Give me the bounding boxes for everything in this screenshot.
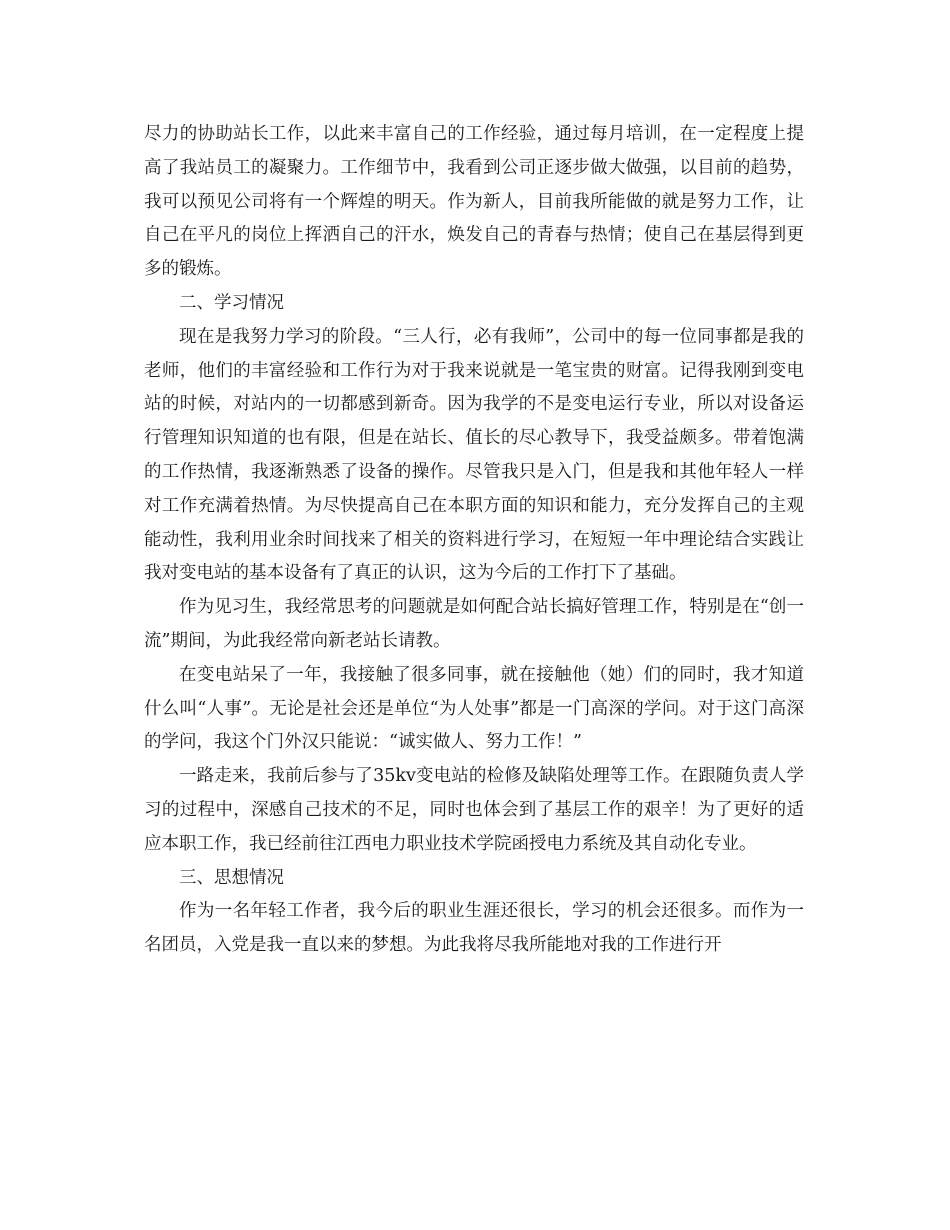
document-body xyxy=(144,118,804,963)
section-heading-study: 二、学习情况 xyxy=(179,292,284,313)
paragraph-study-stage: 现在是我努力学习的阶段。“三人行，必有我师”，公司中的每一位同事都是我的老师，他们的丰富经验和工作行为对于我来说就是一笔宝贵的财富。记得我刚到变电站的时候，对站内的一切都感到新奇。因为我学的不是变电运行专业，所以对设备运行管理知识知道的也有限，但是在站长、值长的尽心教导下，我受益颇多。带着饱满的工作热情，我逐渐熟悉了设备的操作。尽管我只是入门，但是我和其他年轻人一样对工作充满着热情。为尽快提高自己在本职方面的知识和能力，充分发挥自己的主观能动性，我利用业余时间找来了相关的资料进行学习，在短短一年中理论结合实践让我对变电站的基本设备有了真正的认识，这为今后的工作打下了基础。 xyxy=(144,326,804,584)
paragraph-continuation: 尽力的协助站长工作，以此来丰富自己的工作经验，通过每月培训，在一定程度上提高了我站员工的凝聚力。工作细节中，我看到公司正逐步做大做强，以目前的趋势，我可以预见公司将有一个辉煌的明天。作为新人，目前我所能做的就是努力工作，让自己在平凡的岗位上挥洒自己的汗水，焕发自己的青春与热情；使自己在基层得到更多的锻炼。 xyxy=(144,124,804,280)
paragraph-colleagues: 在变电站呆了一年，我接触了很多同事，就在接触他（她）们的同时，我才知道什么叫“人事”。无论是社会还是单位“为人处事”都是一门高深的学问。对于这门高深的学问，我这个门外汉只能说：“诚实做人、努力工作！” xyxy=(144,664,804,753)
paragraph-young-worker: 作为一名年轻工作者，我今后的职业生涯还很长，学习的机会还很多。而作为一名团员，入党是我一直以来的梦想。为此我将尽我所能地对我的工作进行开 xyxy=(144,901,804,956)
section-heading-thought: 三、思想情况 xyxy=(179,867,284,888)
paragraph-trainee: 作为见习生，我经常思考的问题就是如何配合站长搞好管理工作，特别是在“创一流”期间，为此我经常向新老站长请教。 xyxy=(144,597,804,651)
paragraph-maintenance: 一路走来，我前后参与了35kv变电站的检修及缺陷处理等工作。在跟随负责人学习的过程中，深感自己技术的不足，同时也体会到了基层工作的艰辛！为了更好的适应本职工作，我已经前往江西电力职业技术学院函授电力系统及其自动化专业。 xyxy=(144,766,804,854)
